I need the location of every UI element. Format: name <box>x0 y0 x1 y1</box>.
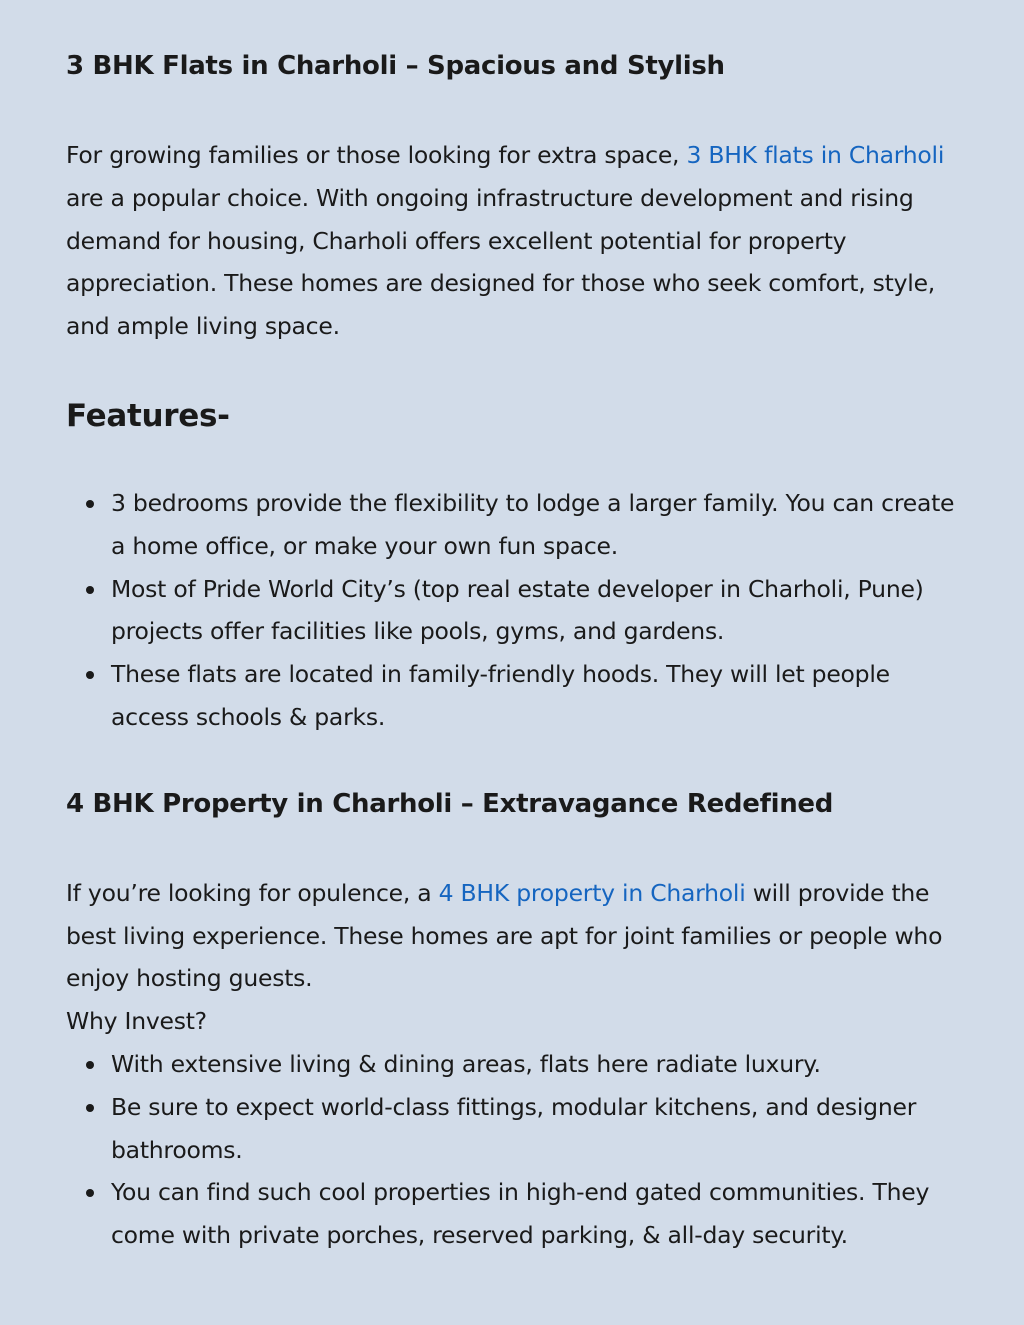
3bhk-flats-link[interactable]: 3 BHK flats in Charholi <box>686 141 945 169</box>
4bhk-property-link[interactable]: 4 BHK property in Charholi <box>438 878 746 907</box>
bullet-icon <box>86 1104 94 1112</box>
list-item: With extensive living & dining areas, flats here radiate luxury. <box>66 1043 971 1086</box>
section-4bhk-text-end: will provide the best living experience. These homes are apt for joint families or people who enjoy hosting guests. <box>66 878 943 993</box>
list-item: Most of Pride World City’s (top real estate developer in Charholi, Pune) projects offer facilities like pools, gyms, and gardens. <box>66 568 971 654</box>
section-4bhk-heading: 4 BHK Property in Charholi – Extravagance Redefined <box>66 788 834 819</box>
why-invest-label: Why Invest? <box>66 1007 207 1036</box>
section-3bhk-text-end: are a popular choice. With ongoing infrastructure development and rising demand for housing, Charholi offers excellent potential for property appreciation. These homes are designed for those who seek comfort, style, and ample living space. <box>66 183 936 341</box>
bullet-icon <box>86 586 94 594</box>
section-3bhk-heading: 3 BHK Flats in Charholi – Spacious and Stylish <box>66 51 725 81</box>
section-3bhk-paragraph <box>66 134 971 348</box>
why-invest-list <box>66 1043 971 1257</box>
list-item: 3 bedrooms provide the flexibility to lodge a larger family. You can create a home office, or make your own fun space. <box>66 482 971 568</box>
bullet-icon <box>86 500 94 508</box>
article-content <box>66 44 971 1257</box>
section-4bhk-text-start: If you’re looking for opulence, a <box>66 878 439 907</box>
bullet-icon <box>86 1061 94 1069</box>
section-4bhk-paragraph <box>66 872 971 1000</box>
list-item: You can find such cool properties in high-end gated communities. They come with private porches, reserved parking, & all-day security. <box>66 1171 971 1257</box>
list-item: These flats are located in family-friendly hoods. They will let people access schools & parks. <box>66 653 971 739</box>
list-item: Be sure to expect world-class fittings, modular kitchens, and designer bathrooms. <box>66 1086 971 1172</box>
features-heading: Features- <box>66 397 230 434</box>
features-list <box>66 482 971 739</box>
section-3bhk-text-start: For growing families or those looking for extra space, <box>66 141 687 169</box>
bullet-icon <box>86 671 94 679</box>
bullet-icon <box>86 1189 94 1197</box>
